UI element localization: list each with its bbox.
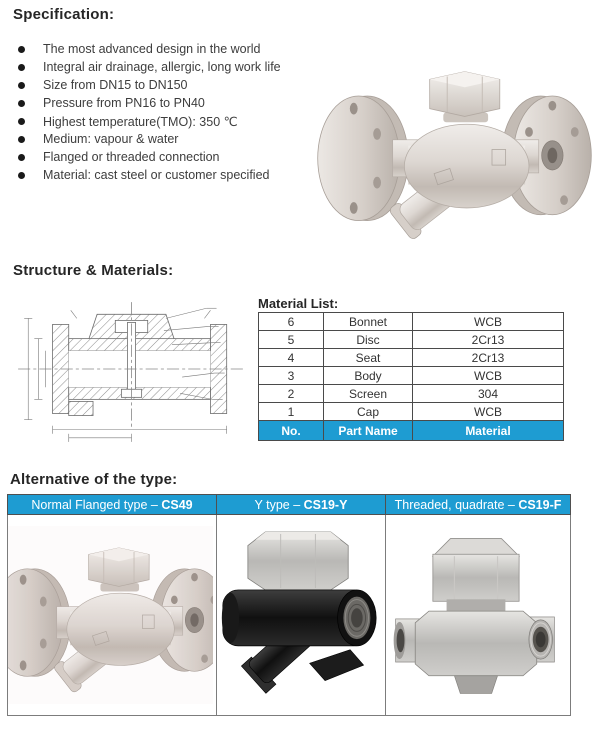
- cell-no: 3: [259, 367, 324, 385]
- bullet-icon: [18, 100, 25, 107]
- bullet-icon: [18, 64, 25, 71]
- alternative-header-row: [8, 495, 571, 515]
- cell-no: 6: [259, 313, 324, 331]
- alt-type-code: CS49: [161, 497, 193, 512]
- flanged-valve-illustration: [8, 517, 213, 713]
- table-row: [259, 313, 564, 331]
- structure-materials-heading: Structure & Materials:: [13, 262, 174, 279]
- table-header-row: [259, 421, 564, 441]
- bullet-icon: [18, 46, 25, 53]
- cell-part: Cap: [324, 403, 413, 421]
- alternative-image-row: [8, 515, 571, 716]
- cell-no: 2: [259, 385, 324, 403]
- alt-type-code: CS19-Y: [303, 497, 348, 512]
- spec-item-text: The most advanced design in the world: [43, 42, 261, 56]
- spec-item-text: Material: cast steel or customer specified: [43, 168, 270, 182]
- table-row: [259, 367, 564, 385]
- cell-no: 5: [259, 331, 324, 349]
- cell-part: Seat: [324, 349, 413, 367]
- stainless-quadrate-valve-illustration: [386, 517, 564, 713]
- cell-material: WCB: [413, 313, 564, 331]
- alt-type-label: Threaded, quadrate –: [394, 497, 519, 512]
- specification-list: [13, 40, 281, 184]
- material-list-table: [258, 312, 564, 441]
- cell-material: 304: [413, 385, 564, 403]
- bullet-icon: [18, 118, 25, 125]
- cell-no: 4: [259, 349, 324, 367]
- photo-quadrate-type-cs19f: [386, 515, 571, 716]
- bullet-icon: [18, 172, 25, 179]
- spec-list-item: [13, 40, 281, 58]
- cell-material: 2Cr13: [413, 349, 564, 367]
- table-row: [259, 349, 564, 367]
- bullet-icon: [18, 136, 25, 143]
- bullet-icon: [18, 154, 25, 161]
- spec-item-text: Flanged or threaded connection: [43, 150, 220, 164]
- spec-list-item: [13, 76, 281, 94]
- spec-list-item: [13, 166, 281, 184]
- cell-part: Disc: [324, 331, 413, 349]
- alt-type-header-cs49: [8, 495, 217, 515]
- spec-item-text: Highest temperature(TMO): 350 ℃: [43, 114, 238, 129]
- table-row: [259, 403, 564, 421]
- spec-list-item: [13, 112, 281, 130]
- table-row: [259, 331, 564, 349]
- spec-list-item: [13, 58, 281, 76]
- photo-y-type-cs19y: [217, 515, 386, 716]
- alternative-types-table: [7, 494, 571, 716]
- alternative-heading: Alternative of the type:: [10, 471, 178, 488]
- spec-item-text: Medium: vapour & water: [43, 132, 179, 146]
- spec-list-item: [13, 130, 281, 148]
- spec-item-text: Integral air drainage, allergic, long work life: [43, 60, 281, 74]
- header-part-name: Part Name: [324, 421, 413, 441]
- alt-type-label: Normal Flanged type –: [31, 497, 162, 512]
- spec-item-text: Pressure from PN16 to PN40: [43, 96, 205, 110]
- cell-material: 2Cr13: [413, 331, 564, 349]
- material-list-label: Material List:: [258, 296, 339, 311]
- photo-flanged-type-cs49: [8, 515, 217, 716]
- cell-material: WCB: [413, 403, 564, 421]
- technical-drawing: [12, 288, 250, 450]
- main-product-photo-flanged-steam-trap: [315, 58, 595, 243]
- cell-part: Body: [324, 367, 413, 385]
- cell-part: Screen: [324, 385, 413, 403]
- structure-cross-section-drawing: [12, 288, 250, 450]
- bullet-icon: [18, 82, 25, 89]
- alt-type-label: Y type –: [254, 497, 304, 512]
- header-no: No.: [259, 421, 324, 441]
- cell-no: 1: [259, 403, 324, 421]
- table-row: [259, 385, 564, 403]
- alt-type-header-cs19y: [217, 495, 386, 515]
- spec-item-text: Size from DN15 to DN150: [43, 78, 188, 92]
- alt-type-header-cs19f: [386, 495, 571, 515]
- specification-heading: Specification:: [13, 6, 115, 23]
- alt-type-code: CS19-F: [518, 497, 562, 512]
- cell-material: WCB: [413, 367, 564, 385]
- black-y-valve-illustration: [217, 517, 381, 713]
- cell-part: Bonnet: [324, 313, 413, 331]
- spec-list-item: [13, 148, 281, 166]
- flanged-valve-illustration: [315, 58, 595, 243]
- spec-list-item: [13, 94, 281, 112]
- header-material: Material: [413, 421, 564, 441]
